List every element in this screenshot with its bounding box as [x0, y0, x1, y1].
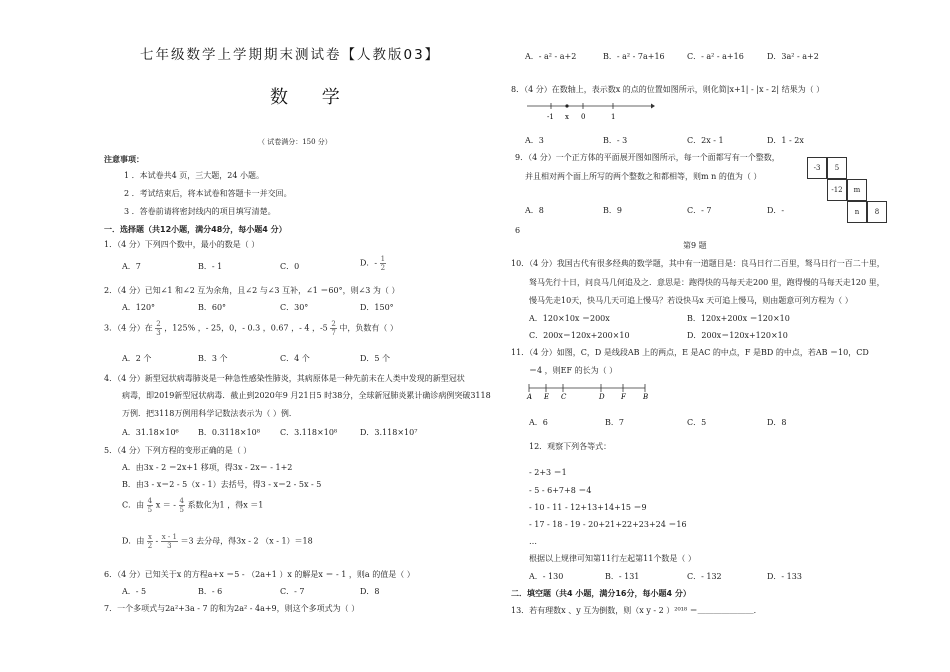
q2-option-c: C．30°	[280, 303, 309, 312]
q9-cell-4: m	[847, 179, 867, 201]
q8-label-minus1: -1	[547, 113, 554, 121]
q5-d-frac-2	[161, 533, 178, 550]
q5-c-frac-2	[179, 497, 185, 514]
q9-cell-2: 5	[827, 157, 847, 179]
q5-c-b: x ＝ -	[155, 500, 176, 510]
q5-c-a: C．由	[122, 500, 145, 510]
q9-option-a: A．8	[525, 206, 544, 215]
q7-option-c: C．- a² - a+16	[687, 52, 744, 61]
q1-frac-num: 1	[380, 255, 386, 263]
q9-cell-1: -3	[807, 157, 827, 179]
q1-option-d	[360, 255, 386, 272]
section-choice-heading: 一．选择题（共12小题，满分48分，每小题4 分）	[104, 225, 287, 234]
notice-2: 2 ．考试结束后，将本试卷和答题卡一并交回。	[124, 189, 292, 198]
q7-option-a: A．- a² - a+2	[525, 52, 577, 61]
q1-option-c: C．0	[280, 262, 300, 271]
q9-option-d-tail: 6	[515, 226, 521, 235]
q10-line-1: 10．（4 分）我国古代有很多经典的数学题，其中有一道题目是：良马日行二百里，驽马日行一百二十里，	[511, 259, 885, 268]
q3-stem-c: 中，负数有（ ）	[339, 323, 398, 333]
q5-d-b: -	[155, 536, 159, 546]
q6-option-c: C．- 7	[280, 587, 305, 596]
q3-option-a: A．2 个	[122, 354, 152, 363]
q12-eq-2: - 5 - 6+7+8 ＝4	[529, 486, 592, 495]
q1-option-b: B．- 1	[198, 262, 223, 271]
q5-option-a: A．由3x - 2 ＝2x+1 移项，得3x - 2x＝ - 1+2	[122, 463, 293, 472]
q11-option-a: A．6	[529, 418, 548, 427]
q8-option-c: C．2x - 1	[687, 136, 724, 145]
q8-axis-arrow	[651, 104, 655, 109]
q12-eq-1: - 2+3 ＝1	[529, 468, 567, 477]
q10-option-a: A．120×10x ＝200x	[529, 314, 610, 323]
q5-c-f2-den: 5	[179, 506, 185, 514]
q10-line-3: 慢马先走10天，快马几天可追上慢马？若设快马x 天可追上慢马，则由题意可列方程为（ ）	[529, 296, 853, 305]
q5-option-b: B．由3 - x＝2 - 5（x - 1）去括号，得3 - x＝2 - 5x - 5	[122, 480, 322, 489]
q9-cell-6: 8	[867, 201, 887, 223]
subject-heading: 数 学	[270, 87, 354, 108]
q4-line-1: 4．（4 分）新型冠状病毒肺炎是一种急性感染性肺炎，其病原体是一种先前未在人类中发现的新型冠状	[104, 374, 465, 383]
q9-caption: 第9 题	[683, 241, 707, 250]
q5-option-c	[122, 497, 263, 514]
q11-label-a: A	[527, 393, 533, 401]
notice-1: 1 ．本试卷共4 页，三大题，24 小题。	[124, 171, 264, 180]
q12-option-d: D．- 133	[767, 572, 802, 581]
q11-line-2: ＝4 ，则EF 的长为（ ）	[529, 366, 618, 375]
q5-d-f1-num: x	[147, 533, 152, 541]
q8-option-a: A．3	[525, 136, 544, 145]
q5-d-c: ＝3 去分母，得3x - 2 （x - 1）＝18	[180, 536, 313, 546]
q5-d-frac-1	[147, 533, 153, 550]
q9-cell-5: n	[847, 201, 867, 223]
q9-option-d: D．-	[767, 206, 785, 215]
q11-segment-figure	[525, 382, 655, 402]
q12-eq-4: - 17 - 18 - 19 - 20+21+22+23+24 ＝16	[529, 520, 687, 529]
q11-label-d: D	[599, 393, 605, 401]
q8-stem: 8．（4 分）在数轴上，表示数x 的点的位置如图所示，则化简|x+1| - |x - 2| 结果为（ ）	[511, 85, 825, 94]
full-score: （ 试卷满分：150 分）	[258, 138, 332, 146]
q9-line-1: 9．（4 分）一个正方体的平面展开图如图所示，每一个面都写有一个整数，	[515, 153, 780, 162]
q12-option-a: A．- 130	[529, 572, 564, 581]
q8-label-x: x	[565, 113, 569, 121]
q5-d-f1-den: 2	[147, 542, 153, 550]
q2-option-b: B．60°	[198, 303, 227, 312]
q5-stem: 5．（4 分）下列方程的变形正确的是（ ）	[104, 446, 252, 455]
q5-c-f2-num: 4	[179, 497, 185, 505]
q11-label-b: B	[643, 393, 649, 401]
q3-option-c: C．4 个	[280, 354, 310, 363]
q9-cell-3: -12	[827, 179, 847, 201]
q2-option-d: D．150°	[360, 303, 394, 312]
q5-d-f2-den: 3	[167, 542, 172, 550]
q12-eq-ellipsis: …	[529, 537, 537, 546]
q11-label-c: C	[561, 393, 567, 401]
q12-eq-3: - 10 - 11 - 12+13+14+15 ＝9	[529, 503, 647, 512]
q8-label-1: 1	[611, 113, 616, 121]
q10-option-d: D．200x＝120x+120×10	[687, 331, 788, 340]
q8-option-b: B．- 3	[603, 136, 628, 145]
q10-option-b: B．120x+200x ＝120×10	[687, 314, 790, 323]
q3-option-d: D．5 个	[360, 354, 391, 363]
q5-option-d	[122, 533, 313, 550]
q6-stem: 6．（4 分）已知关于x 的方程a+x ＝5 - （2a+1 ）x 的解是x ＝ - 1 ，则a 的值是（ ）	[104, 570, 415, 579]
q3-frac2-num: 2	[331, 320, 336, 328]
q9-line-2: 并且相对两个面上所写的两个整数之和都相等，则m n 的值为（ ）	[525, 172, 762, 181]
q11-option-d: D．8	[767, 418, 787, 427]
q3-stem	[104, 320, 398, 337]
q3-stem-b: ，125% ，- 25，0，- 0.3 ，0.67 ，- 4 ，-5	[164, 323, 328, 333]
q3-fraction-1	[155, 320, 161, 337]
q12-option-b: B．- 131	[605, 572, 640, 581]
q11-label-e: E	[544, 393, 550, 401]
q2-stem: 2．（4 分）已知∠1 和∠2 互为余角，且∠2 与∠3 互补，∠1 ＝60°，则∠3 为（ ）	[104, 286, 400, 295]
q3-frac1-den: 3	[156, 329, 161, 337]
q4-option-c: C．3.118×10⁸	[280, 428, 338, 437]
q2-option-a: A．120°	[122, 303, 156, 312]
q11-label-f: F	[621, 393, 626, 401]
notice-3: 3 ．答卷前请将密封线内的项目填写清楚。	[124, 207, 276, 216]
q7-option-b: B．- a² - 7a+16	[603, 52, 665, 61]
q11-line-1: 11．（4 分）如图，C，D 是线段AB 上的两点，E 是AC 的中点，F 是BD 的中点，若AB ＝10，CD	[511, 348, 869, 357]
q5-d-f2-num: x - 1	[161, 533, 177, 541]
q3-frac1-num: 2	[156, 320, 161, 328]
q13-stem: 13．若有理数x 、y 互为倒数，则（x y - 2 ）²⁰¹⁸ ＝＿＿＿＿＿＿＿．	[511, 606, 762, 615]
q4-option-a: A．31.18×10⁶	[122, 428, 179, 437]
q6-option-d: D．8	[360, 587, 380, 596]
q8-point-x	[565, 104, 568, 107]
q10-option-c: C．200x＝120x+200×10	[529, 331, 630, 340]
q1-option-d-label: D．-	[360, 258, 378, 268]
q6-option-b: B．- 6	[198, 587, 223, 596]
q1-frac-den: 2	[380, 264, 386, 272]
q4-option-b: B．0.3118×10⁸	[198, 428, 260, 437]
q11-option-b: B．7	[605, 418, 624, 427]
q1-stem: 1．（4 分）下列四个数中，最小的数是（ ）	[104, 240, 260, 249]
q12-option-c: C．- 132	[687, 572, 722, 581]
q12-stem: 12．观察下列各等式：	[529, 442, 612, 451]
q11-option-c: C．5	[687, 418, 707, 427]
q5-c-frac-1	[147, 497, 153, 514]
q4-line-2: 病毒，即2019新型冠状病毒．截止到2020年9 月21日5 时38分，全球新冠肺炎累计确诊病例突破3118	[122, 391, 491, 400]
q5-d-a: D．由	[122, 536, 145, 546]
notice-heading: 注意事项：	[104, 155, 144, 164]
q5-c-f1-den: 5	[147, 506, 153, 514]
q1-fraction	[380, 255, 386, 272]
q3-frac2-den: 7	[331, 329, 336, 337]
q5-c-c: 系数化为1 ，得x ＝1	[187, 500, 264, 510]
q8-label-0: 0	[581, 113, 586, 121]
q4-option-d: D．3.118×10⁷	[360, 428, 418, 437]
q8-number-line	[525, 100, 655, 122]
q7-option-d: D．3a² - a+2	[767, 52, 819, 61]
q12-tail: 根据以上规律可知第11行左起第11个数是（ ）	[529, 554, 696, 563]
q5-c-f1-num: 4	[147, 497, 153, 505]
exam-title: 七年级数学上学期期末测试卷【人教版03】	[140, 47, 441, 63]
q3-stem-a: 3．（4 分）在	[104, 323, 153, 333]
q3-fraction-2	[330, 320, 336, 337]
q9-option-b: B．9	[603, 206, 622, 215]
q6-option-a: A．- 5	[122, 587, 147, 596]
q1-option-a: A．7	[122, 262, 141, 271]
section-fill-heading: 二．填空题（共4 小题，满分16分，每小题4 分）	[511, 589, 691, 598]
q4-line-3: 万例．把3118万例用科学记数法表示为（ ）例．	[122, 409, 297, 418]
q9-option-c: C．- 7	[687, 206, 712, 215]
q10-line-2: 驽马先行十日，问良马几何追及之．意思是：跑得快的马每天走200 里，跑得慢的马每天走120 里，	[529, 278, 885, 287]
q3-option-b: B．3 个	[198, 354, 228, 363]
q7-stem: 7．一个多项式与2a²+3a - 7 的和为2a² - 4a+9，则这个多项式为（ ）	[104, 604, 360, 613]
q8-option-d: D．1 - 2x	[767, 136, 804, 145]
